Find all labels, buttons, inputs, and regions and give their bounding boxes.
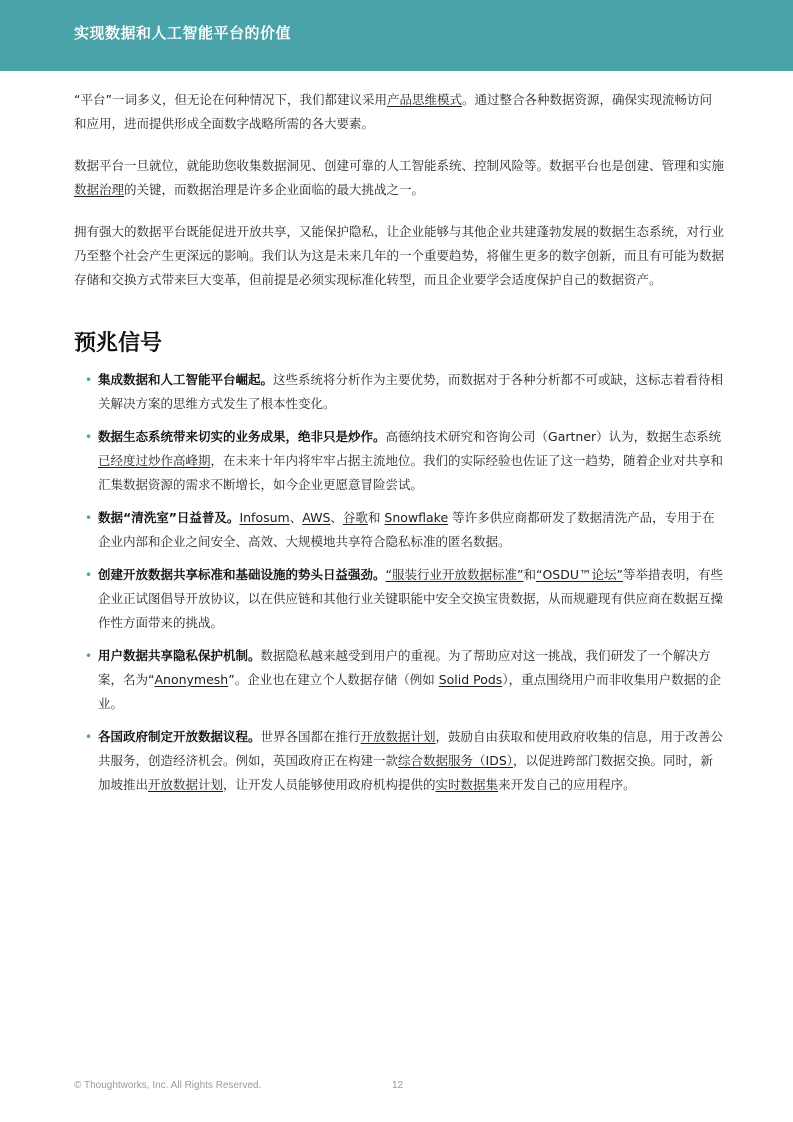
main-content (74, 88, 724, 806)
intro-paragraph-2 (74, 154, 724, 202)
text-run: 、 (330, 510, 343, 525)
inline-link[interactable]: 开放数据计划 (360, 729, 436, 744)
header-title: 实现数据和人工智能平台的价值 (74, 24, 292, 42)
inline-link[interactable]: 产品思维模式 (386, 92, 462, 107)
text-run: 数据平台一旦就位，就能助您收集数据洞见、创建可靠的人工智能系统、控制风险等。数据平台也是创建、管理和实施 (74, 158, 725, 173)
signal-item-government (74, 725, 724, 797)
page-header (0, 0, 793, 71)
text-run: ，在未来十年内将牢牢占据主流地位。我们的实际经验也佐证了这一趋势，随着企业对共享和汇集数据资源的需求不断增长，如今企业更愿意冒险尝试。 (98, 453, 724, 492)
text-run: 拥有强大的数据平台既能促进开放共享，又能保护隐私，让企业能够与其他企业共建蓬勃发展的数据生态系统，对行业乃至整个社会产生更深远的影响。我们认为这是未来几年的一个重要趋势，将催生更多的数字创新，而且有可能为数据存储和交换方式带来巨大变革，但前提是必须实现标准化转型，而且企业要学会适度保护自己的数据资产。 (74, 224, 725, 287)
signal-item-privacy (74, 644, 724, 716)
text-run: 、 (289, 510, 303, 525)
signal-lead: 创建开放数据共享标准和基础设施的势头日益强劲。 (98, 567, 386, 582)
text-run: ），重点围绕用户而非收集用户数据的企业。 (98, 672, 722, 711)
signal-item-platforms (74, 368, 724, 416)
text-run: ，以促进跨部门数据交换。同时，新加坡推出 (98, 753, 714, 792)
signals-list (74, 368, 724, 797)
footer-copyright: © Thoughtworks, Inc. All Rights Reserved. (74, 1080, 262, 1091)
text-run: 世界各国都在推行 (260, 729, 361, 744)
inline-link[interactable]: “服装行业开放数据标准” (385, 567, 524, 582)
inline-link[interactable]: 综合数据服务（IDS） (398, 753, 514, 768)
signal-text (98, 372, 723, 411)
inline-link[interactable]: 谷歌 (342, 510, 368, 525)
bullet-icon: • (85, 430, 93, 444)
bullet-icon: • (85, 511, 93, 525)
signal-text (98, 429, 723, 492)
inline-link[interactable]: 开放数据计划 (148, 777, 224, 792)
section-title: 预兆信号 (74, 330, 163, 356)
intro-paragraph-1 (74, 88, 724, 136)
inline-link[interactable]: Anonymesh (154, 672, 229, 687)
text-run: 。通过整合各种数据资源，确保实现流畅访问和应用，进而提供形成全面数字战略所需的各大要素。 (74, 92, 712, 131)
signal-lead: 集成数据和人工智能平台崛起。 (98, 372, 274, 387)
text-run: 数据隐私越来越受到用户的重视。为了帮助应对这一挑战，我们研发了一个解决方案，名为“ (98, 648, 711, 687)
signal-item-open-standards (74, 563, 724, 635)
inline-link[interactable]: Snowflake (384, 510, 449, 525)
text-run: 这些系统将分析作为主要优势，而数据对于各种分析都不可或缺，这标志着看待相关解决方案的思维方式发生了根本性变化。 (98, 372, 724, 411)
inline-link[interactable]: 实时数据集 (435, 777, 499, 792)
bullet-icon: • (85, 568, 93, 582)
text-run: 和 (523, 567, 536, 582)
bullet-icon: • (85, 730, 93, 744)
signal-lead: 数据“清洗室”日益普及。 (98, 510, 240, 525)
text-run: ，鼓励自由获取和使用政府收集的信息，用于改善公共服务，创造经济机会。例如，英国政府正在构建一款 (98, 729, 724, 768)
intro-paragraph-3 (74, 220, 724, 292)
signal-item-ecosystems (74, 425, 724, 497)
text-run: 的关键，而数据治理是许多企业面临的最大挑战之一。 (124, 182, 425, 197)
text-run: 和 (367, 510, 385, 525)
signal-item-clean-rooms (74, 506, 724, 554)
text-run: ，让开发人员能够使用政府机构提供的 (223, 777, 436, 792)
inline-link[interactable]: 已经度过炒作高峰期 (98, 453, 211, 468)
text-run: 高德纳技术研究和咨询公司（Gartner）认为，数据生态系统 (385, 429, 722, 444)
signal-text (98, 729, 723, 792)
text-run: 来开发自己的应用程序。 (498, 777, 636, 792)
text-run: “平台”一词多义，但无论在何种情况下，我们都建议采用 (74, 92, 387, 107)
text-run: ”。企业也在建立个人数据存储（例如 (228, 672, 439, 687)
text-run: 等举措表明，有些企业正试图倡导开放协议，以在供应链和其他行业关键职能中安全交换宝贵数据，从而规避现有供应商在数据互操作性方面带来的挑战。 (98, 567, 724, 630)
signal-lead: 用户数据共享隐私保护机制。 (98, 648, 261, 663)
signal-text (98, 510, 715, 549)
inline-link[interactable]: 数据治理 (74, 182, 125, 197)
signal-lead: 数据生态系统带来切实的业务成果，绝非只是炒作。 (98, 429, 386, 444)
inline-link[interactable]: “OSDU™论坛” (535, 567, 623, 582)
inline-link[interactable]: AWS (302, 510, 331, 525)
inline-link[interactable]: Solid Pods (438, 672, 503, 687)
bullet-icon: • (85, 373, 93, 387)
signal-text (98, 648, 721, 711)
signal-text (98, 567, 723, 630)
inline-link[interactable]: Infosum (239, 510, 290, 525)
text-run: 等许多供应商都研发了数据清洗产品，专用于在企业内部和企业之间安全、高效、大规模地共享符合隐私标准的匿名数据。 (98, 510, 715, 549)
page-number: 12 (392, 1080, 404, 1091)
bullet-icon: • (85, 649, 93, 663)
signal-lead: 各国政府制定开放数据议程。 (98, 729, 261, 744)
